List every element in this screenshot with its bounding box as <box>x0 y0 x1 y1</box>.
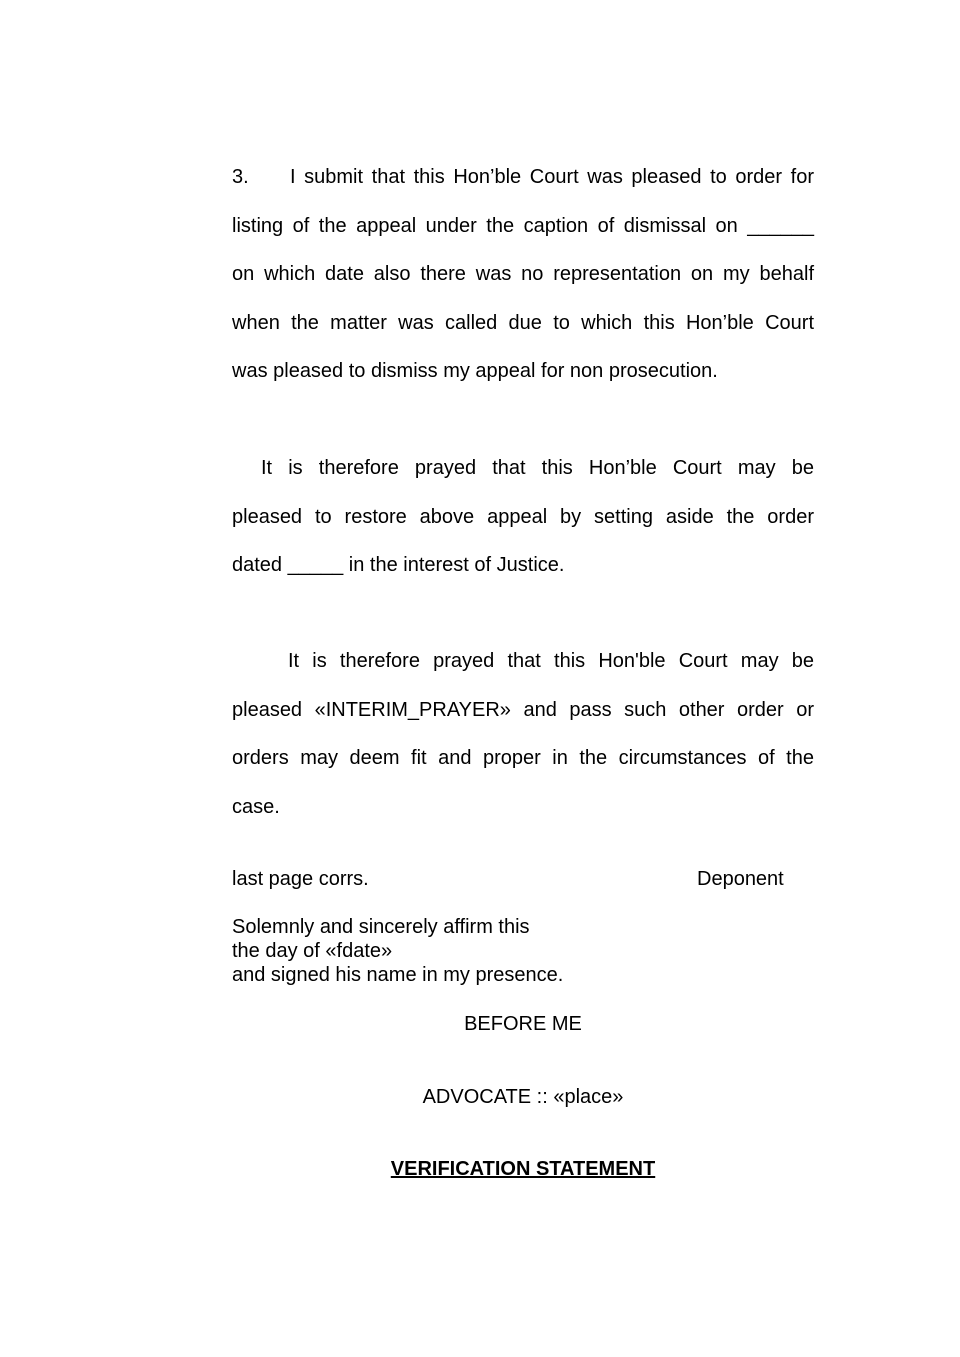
paragraph-3-line-1 <box>232 165 814 189</box>
prayer-1-line-2: pleased to restore above appeal by setting aside the order <box>232 506 814 528</box>
paragraph-number: 3. <box>232 166 249 188</box>
prayer-2-line-4: case. <box>232 796 280 818</box>
advocate-label: ADVOCATE :: «place» <box>422 1086 624 1108</box>
affirm-line-2: the day of «fdate» <box>232 940 393 962</box>
prayer-1-line-3: dated _____ in the interest of Justice. <box>232 554 565 576</box>
paragraph-text: I submit that this Hon’ble Court was pleased to order for <box>290 166 814 188</box>
verification-heading-text: VERIFICATION STATEMENT <box>390 1158 656 1180</box>
verification-heading <box>232 1157 814 1181</box>
affirm-line-3: and signed his name in my presence. <box>232 964 564 986</box>
affirm-line-1: Solemnly and sincerely affirm this <box>232 916 530 938</box>
paragraph-3-line-3: on which date also there was no representation on my behalf <box>232 263 814 285</box>
before-me-label: BEFORE ME <box>464 1013 582 1035</box>
deponent-label: Deponent <box>697 868 784 890</box>
prayer-2-line-1: It is therefore prayed that this Hon'ble Court may be <box>288 650 814 672</box>
prayer-2-line-2: pleased «INTERIM_PRAYER» and pass such other order or <box>232 699 814 721</box>
paragraph-3-line-2: listing of the appeal under the caption of dismissal on ______ <box>232 215 814 237</box>
paragraph-3-line-4: when the matter was called due to which this Hon’ble Court <box>232 312 814 334</box>
paragraph-3-line-5: was pleased to dismiss my appeal for non prosecution. <box>232 360 718 382</box>
prayer-2-line-3: orders may deem fit and proper in the circumstances of the <box>232 747 814 769</box>
prayer-1-line-1: It is therefore prayed that this Hon’ble Court may be <box>261 457 814 479</box>
last-page-note: last page corrs. <box>232 868 369 890</box>
